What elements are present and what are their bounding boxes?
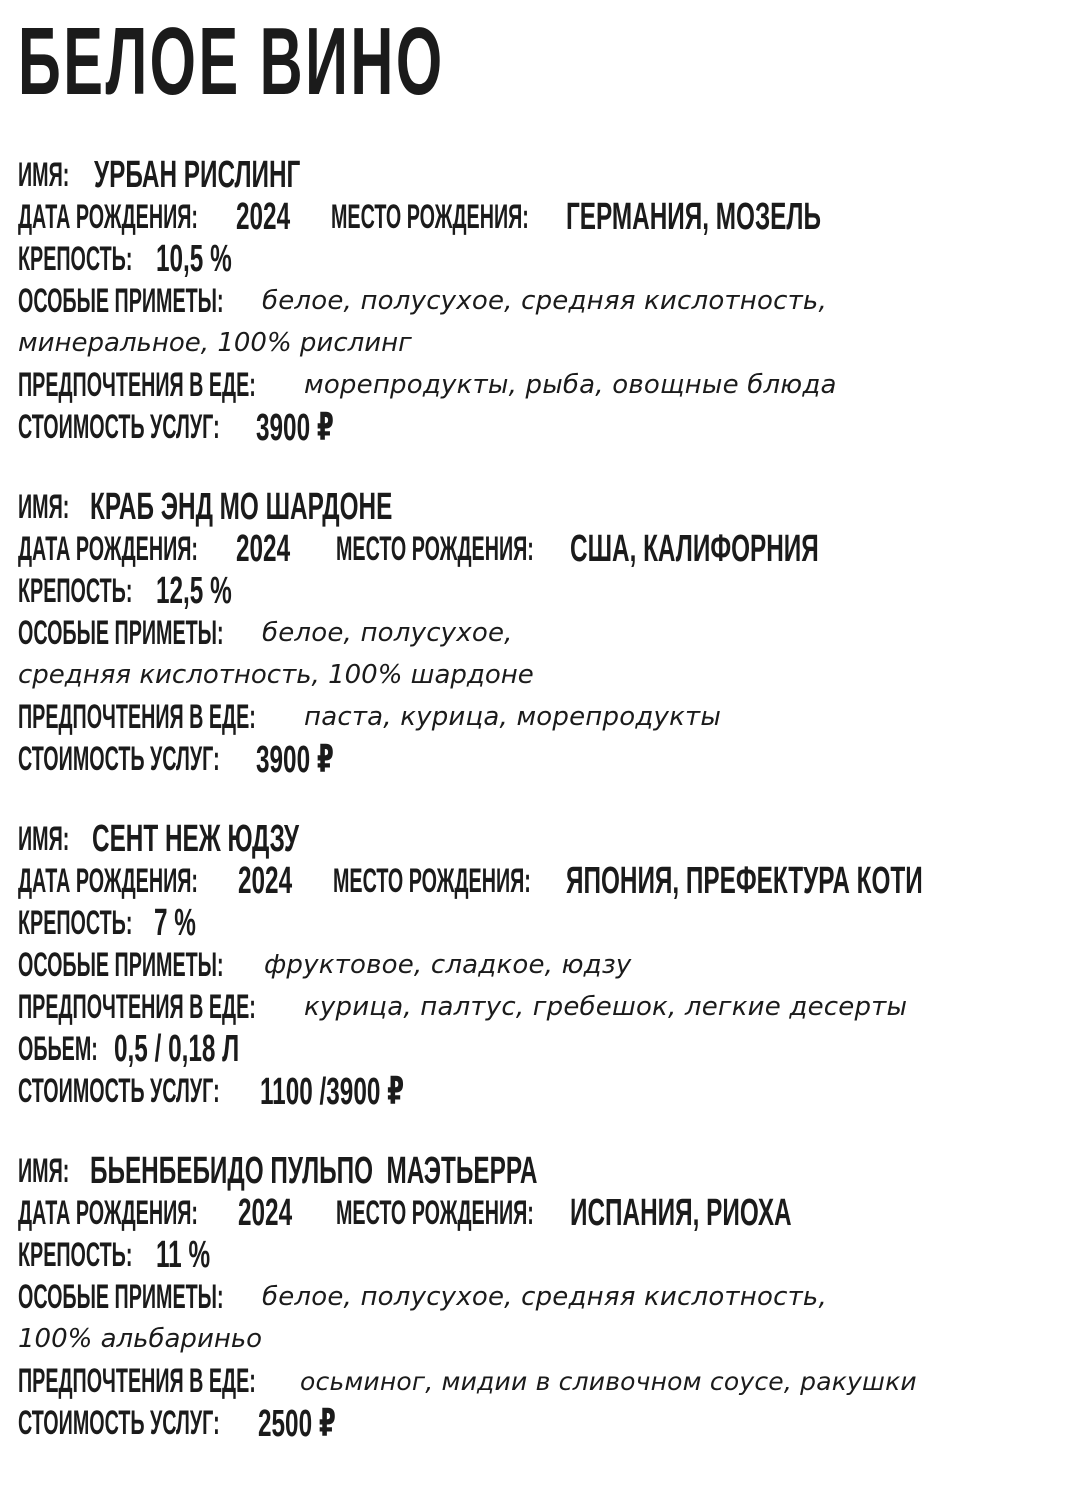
date-label: ДАТА РОЖДЕНИЯ: bbox=[18, 529, 198, 568]
wine-name: УРБАН РИСЛИНГ bbox=[94, 153, 301, 196]
place-label: МЕСТО РОЖДЕНИЯ: bbox=[336, 1193, 534, 1232]
features-row bbox=[18, 280, 1072, 322]
food-row bbox=[18, 364, 1072, 406]
strength-label: КРЕПОСТЬ: bbox=[18, 571, 133, 610]
price-label: СТОИМОСТЬ УСЛУГ: bbox=[18, 1403, 220, 1442]
wine-food: осьминог, мидии в сливочном соусе, ракушки bbox=[300, 1366, 917, 1396]
name-label: ИМЯ: bbox=[18, 487, 70, 526]
features-row bbox=[18, 944, 1072, 986]
wine-name: СЕНТ НЕЖ ЮДЗУ bbox=[92, 817, 300, 860]
wine-price: 3900 ₽ bbox=[256, 738, 334, 781]
name-row bbox=[18, 1150, 1072, 1192]
price-row bbox=[18, 1402, 1072, 1444]
strength-row bbox=[18, 902, 1072, 944]
wine-features: белое, полусухое, bbox=[262, 618, 513, 648]
features-label: ОСОБЫЕ ПРИМЕТЫ: bbox=[18, 281, 224, 320]
features-row-2 bbox=[18, 322, 1072, 364]
strength-row bbox=[18, 238, 1072, 280]
strength-row bbox=[18, 1234, 1072, 1276]
wine-strength: 12,5 % bbox=[156, 569, 232, 612]
price-row bbox=[18, 738, 1072, 780]
volume-row bbox=[18, 1028, 1072, 1070]
wine-year: 2024 bbox=[236, 195, 291, 238]
features-row bbox=[18, 1276, 1072, 1318]
wine-card bbox=[18, 486, 1072, 780]
strength-label: КРЕПОСТЬ: bbox=[18, 1235, 133, 1274]
date-label: ДАТА РОЖДЕНИЯ: bbox=[18, 861, 198, 900]
price-label: СТОИМОСТЬ УСЛУГ: bbox=[18, 1071, 220, 1110]
volume-label: ОБЬЕМ: bbox=[18, 1029, 98, 1068]
wine-food: курица, палтус, гребешок, легкие десерты bbox=[304, 992, 908, 1022]
food-row bbox=[18, 1360, 1072, 1402]
wine-price: 2500 ₽ bbox=[258, 1402, 336, 1445]
wine-name: КРАБ ЭНД МО ШАРДОНЕ bbox=[90, 485, 393, 528]
wine-food: паста, курица, морепродукты bbox=[304, 702, 722, 732]
wine-features: фруктовое, сладкое, юдзу bbox=[264, 950, 632, 980]
wine-price: 3900 ₽ bbox=[256, 406, 334, 449]
name-label: ИМЯ: bbox=[18, 1151, 70, 1190]
food-label: ПРЕДПОЧТЕНИЯ В ЕДЕ: bbox=[18, 987, 256, 1026]
wine-strength: 11 % bbox=[156, 1233, 211, 1276]
food-row bbox=[18, 696, 1072, 738]
features-row bbox=[18, 612, 1072, 654]
name-row bbox=[18, 154, 1072, 196]
price-label: СТОИМОСТЬ УСЛУГ: bbox=[18, 407, 220, 446]
wine-strength: 10,5 % bbox=[156, 237, 232, 280]
food-label: ПРЕДПОЧТЕНИЯ В ЕДЕ: bbox=[18, 697, 256, 736]
name-row bbox=[18, 486, 1072, 528]
strength-label: КРЕПОСТЬ: bbox=[18, 903, 133, 942]
food-label: ПРЕДПОЧТЕНИЯ В ЕДЕ: bbox=[18, 1361, 256, 1400]
date-label: ДАТА РОЖДЕНИЯ: bbox=[18, 1193, 198, 1232]
place-label: МЕСТО РОЖДЕНИЯ: bbox=[333, 861, 531, 900]
price-row bbox=[18, 406, 1072, 448]
name-row bbox=[18, 818, 1072, 860]
wine-place: ИСПАНИЯ, РИОХА bbox=[570, 1191, 792, 1234]
wine-card bbox=[18, 1150, 1072, 1444]
wine-food: морепродукты, рыба, овощные блюда bbox=[304, 370, 837, 400]
features-row-2 bbox=[18, 654, 1072, 696]
price-label: СТОИМОСТЬ УСЛУГ: bbox=[18, 739, 220, 778]
price-row bbox=[18, 1070, 1072, 1112]
wine-features-cont: минеральное, 100% рислинг bbox=[18, 328, 412, 358]
food-label: ПРЕДПОЧТЕНИЯ В ЕДЕ: bbox=[18, 365, 256, 404]
wine-card bbox=[18, 818, 1072, 1112]
origin-row bbox=[18, 528, 1072, 570]
wine-place: ЯПОНИЯ, ПРЕФЕКТУРА КОТИ bbox=[566, 859, 923, 902]
wine-strength: 7 % bbox=[154, 901, 196, 944]
wine-card bbox=[18, 154, 1072, 448]
wine-features: белое, полусухое, средняя кислотность, bbox=[262, 1282, 827, 1312]
features-label: ОСОБЫЕ ПРИМЕТЫ: bbox=[18, 613, 224, 652]
food-row bbox=[18, 986, 1072, 1028]
features-label: ОСОБЫЕ ПРИМЕТЫ: bbox=[18, 1277, 224, 1316]
features-label: ОСОБЫЕ ПРИМЕТЫ: bbox=[18, 945, 224, 984]
wine-year: 2024 bbox=[238, 1191, 293, 1234]
strength-label: КРЕПОСТЬ: bbox=[18, 239, 133, 278]
wine-name: БЬЕНБЕБИДО ПУЛЬПО МАЭТЬЕРРА bbox=[90, 1149, 538, 1192]
wine-place: ГЕРМАНИЯ, МОЗЕЛЬ bbox=[566, 195, 821, 238]
wine-features-cont: 100% альбариньо bbox=[18, 1324, 263, 1354]
name-label: ИМЯ: bbox=[18, 819, 70, 858]
wine-features: белое, полусухое, средняя кислотность, bbox=[262, 286, 827, 316]
origin-row bbox=[18, 1192, 1072, 1234]
place-label: МЕСТО РОЖДЕНИЯ: bbox=[331, 197, 529, 236]
origin-row bbox=[18, 196, 1072, 238]
features-row-2 bbox=[18, 1318, 1072, 1360]
wine-year: 2024 bbox=[236, 527, 291, 570]
wine-place: США, КАЛИФОРНИЯ bbox=[570, 527, 819, 570]
wine-volume: 0,5 / 0,18 Л bbox=[114, 1027, 240, 1070]
place-label: МЕСТО РОЖДЕНИЯ: bbox=[336, 529, 534, 568]
origin-row bbox=[18, 860, 1072, 902]
wine-features-cont: средняя кислотность, 100% шардоне bbox=[18, 660, 534, 690]
name-label: ИМЯ: bbox=[18, 155, 70, 194]
page-title: БЕЛОЕ ВИНО bbox=[18, 8, 445, 115]
wine-price: 1100 /3900 ₽ bbox=[260, 1070, 405, 1113]
wine-year: 2024 bbox=[238, 859, 293, 902]
strength-row bbox=[18, 570, 1072, 612]
date-label: ДАТА РОЖДЕНИЯ: bbox=[18, 197, 198, 236]
